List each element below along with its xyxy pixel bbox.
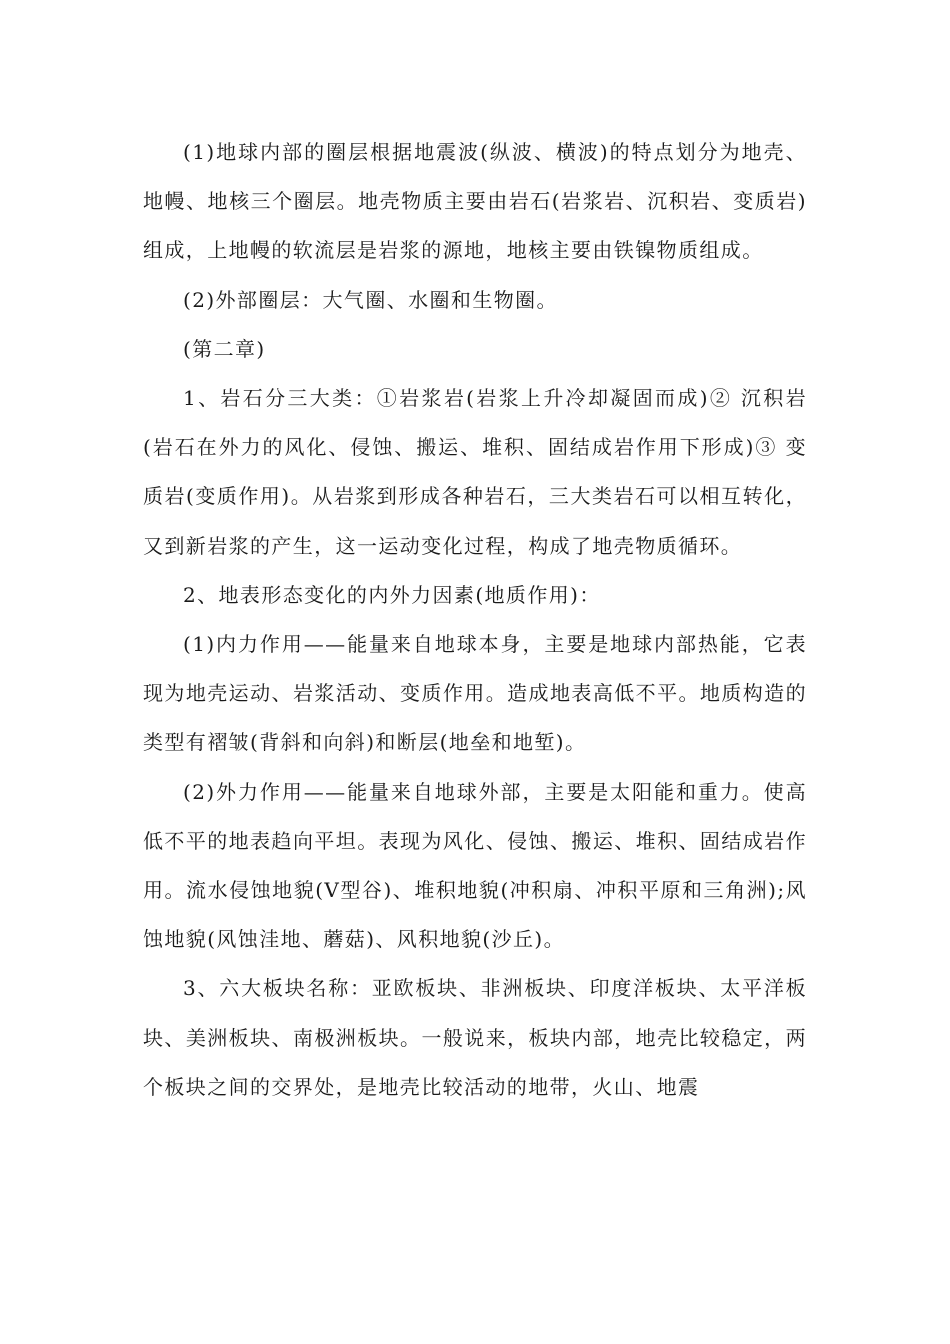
paragraph-internal-forces: (1)内力作用——能量来自地球本身，主要是地球内部热能，它表现为地壳运动、岩浆活动、变质作用。造成地表高低不平。地质构造的类型有褶皱(背斜和向斜)和断层(地垒和地堑)。 xyxy=(143,632,807,755)
paragraph-external-forces: (2)外力作用——能量来自地球外部，主要是太阳能和重力。使高低不平的地表趋向平坦。表现为风化、侵蚀、搬运、堆积、固结成岩作用。流水侵蚀地貌(V型谷)、堆积地貌(冲积扇、冲积平原和三角洲);风蚀地貌(风蚀洼地、蘑菇)、风积地貌(沙丘)。 xyxy=(143,779,807,952)
paragraph-rock-types: 1、岩石分三大类：①岩浆岩(岩浆上升冷却凝固而成)② 沉积岩(岩石在外力的风化、侵蚀、搬运、堆积、固结成岩作用下形成)③ 变质岩(变质作用)。从岩浆到形成各种岩石，三大类岩石可以相互转化，又到新岩浆的产生，这一运动变化过程，构成了地壳物质循环。 xyxy=(143,386,807,558)
paragraph-geological-forces: 2、地表形态变化的内外力因素(地质作用)： xyxy=(183,582,601,607)
document-body xyxy=(143,128,807,1112)
paragraph-earth-internal-layers: (1)地球内部的圈层根据地震波(纵波、横波)的特点划分为地壳、地幔、地核三个圈层。地壳物质主要由岩石(岩浆岩、沉积岩、变质岩)组成，上地幔的软流层是岩浆的源地，地核主要由铁镍物质组成。 xyxy=(143,140,807,263)
paragraph-tectonic-plates: 3、六大板块名称：亚欧板块、非洲板块、印度洋板块、太平洋板块、美洲板块、南极洲板块。一般说来，板块内部，地壳比较稳定，两个板块之间的交界处，是地壳比较活动的地带，火山、地震 xyxy=(143,976,807,1099)
paragraph-external-layers: (2)外部圈层：大气圈、水圈和生物圈。 xyxy=(183,287,558,312)
chapter-heading: (第二章) xyxy=(183,336,266,361)
